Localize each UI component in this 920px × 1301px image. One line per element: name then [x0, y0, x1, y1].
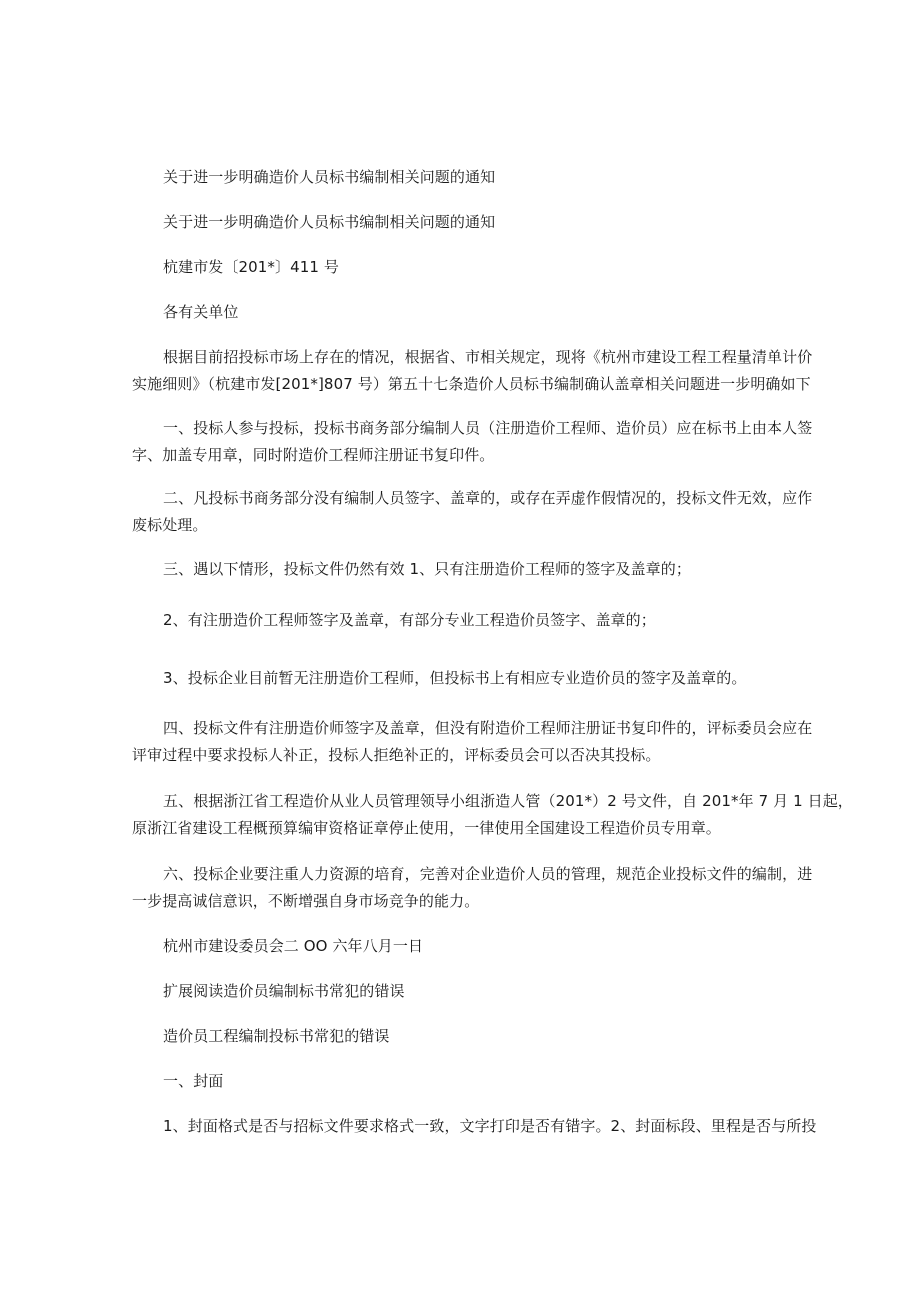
notice-title-repeat: 关于进一步明确造价人员标书编制相关问题的通知 — [163, 213, 496, 231]
extended-reading-heading: 扩展阅读造价员编制标书常犯的错误 — [163, 982, 405, 1000]
document-number: 杭建市发〔201*〕411 号 — [163, 258, 340, 276]
item-4-line-2: 评审过程中要求投标人补正，投标人拒绝补正的，评标委员会可以否决其投标。 — [132, 746, 661, 764]
item-2-line-1: 二、凡投标书商务部分没有编制人员签字、盖章的，或存在弄虚作假情况的，投标文件无效，应作 — [163, 489, 813, 507]
item-3-line-1: 三、遇以下情形，投标文件仍然有效 1、只有注册造价工程师的签字及盖章的； — [163, 560, 691, 578]
cover-paragraph-line-1: 1、封面格式是否与招标文件要求格式一致，文字打印是否有错字。2、封面标段、里程是否与所投 — [163, 1117, 817, 1135]
item-2-line-2: 废标处理。 — [132, 516, 208, 534]
item-1-line-2: 字、加盖专用章，同时附造价工程师注册证书复印件。 — [132, 446, 495, 464]
item-5-line-1: 五、根据浙江省工程造价从业人员管理领导小组浙造人管（201*）2 号文件，自 201*年 7 月 1 日起， — [163, 792, 853, 810]
recipient-line: 各有关单位 — [163, 303, 239, 321]
item-3-subitem-2: 2、有注册造价工程师签字及盖章，有部分专业工程造价员签字、盖章的； — [163, 611, 656, 629]
section-cover-heading: 一、封面 — [163, 1072, 224, 1090]
item-1-line-1: 一、投标人参与投标，投标书商务部分编制人员（注册造价工程师、造价员）应在标书上由本人签 — [163, 419, 813, 437]
article-title: 造价员工程编制投标书常犯的错误 — [163, 1027, 390, 1045]
intro-paragraph-line-1: 根据目前招投标市场上存在的情况，根据省、市相关规定，现将《杭州市建设工程工程量清单计价 — [163, 348, 813, 366]
intro-paragraph-line-2: 实施细则》（杭建市发[201*]807 号）第五十七条造价人员标书编制确认盖章相关问题进一步明确如下 — [132, 375, 811, 393]
notice-title: 关于进一步明确造价人员标书编制相关问题的通知 — [163, 168, 496, 186]
item-6-line-2: 一步提高诚信意识，不断增强自身市场竞争的能力。 — [132, 892, 480, 910]
item-3-subitem-3: 3、投标企业目前暂无注册造价工程师，但投标书上有相应专业造价员的签字及盖章的。 — [163, 669, 747, 687]
signature-date: 杭州市建设委员会二 OO 六年八月一日 — [163, 937, 424, 955]
item-5-line-2: 原浙江省建设工程概预算编审资格证章停止使用，一律使用全国建设工程造价员专用章。 — [132, 819, 721, 837]
item-4-line-1: 四、投标文件有注册造价师签字及盖章，但没有附造价工程师注册证书复印件的，评标委员会应在 — [163, 719, 813, 737]
item-6-line-1: 六、投标企业要注重人力资源的培育，完善对企业造价人员的管理，规范企业投标文件的编制，进 — [163, 865, 813, 883]
